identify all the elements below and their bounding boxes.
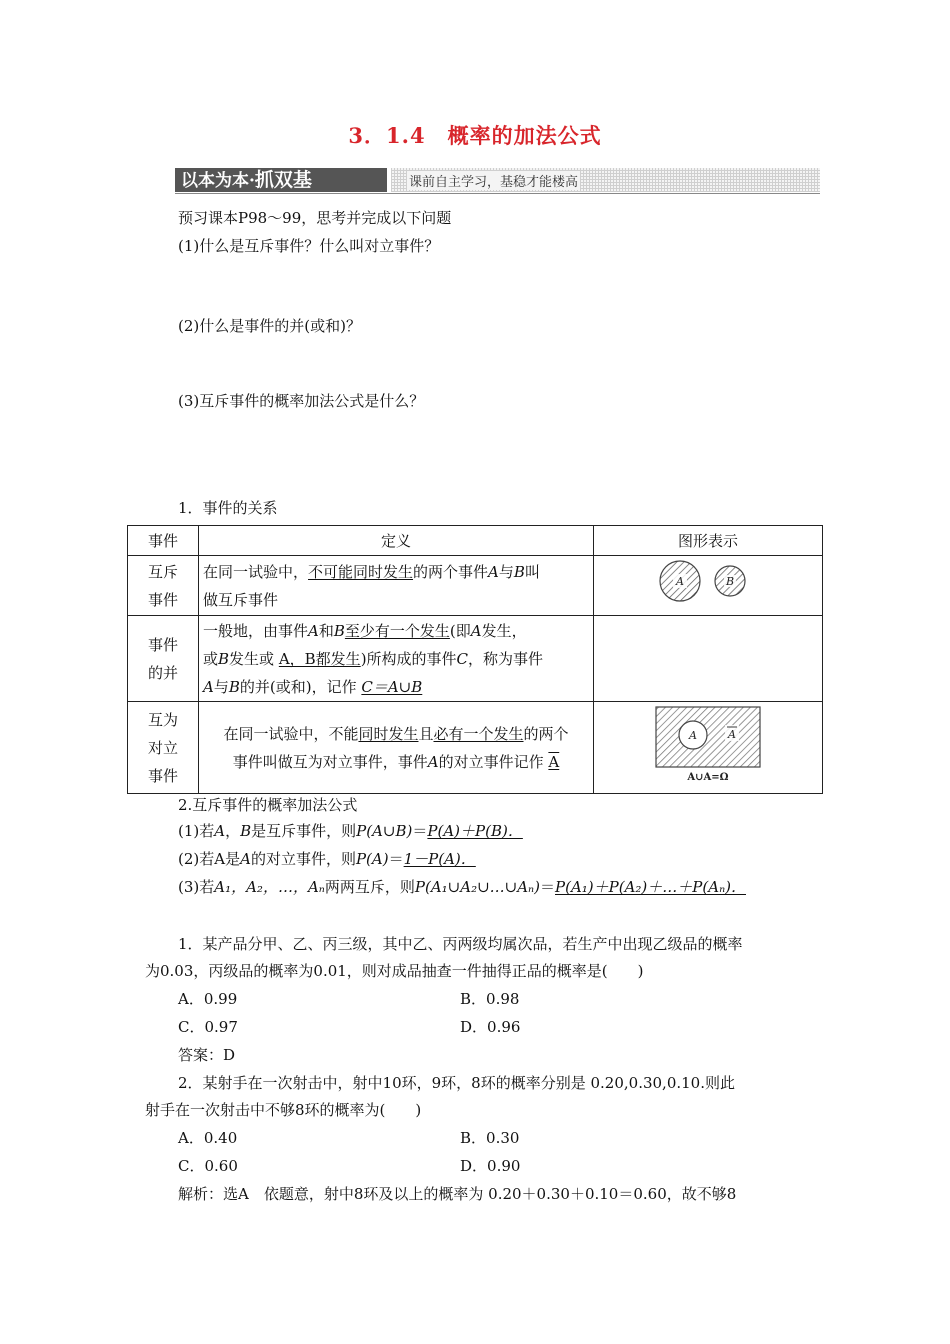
variable: A	[214, 822, 226, 840]
text-run: 的并(或和)，记作	[239, 677, 362, 696]
complement-symbol: A	[548, 752, 560, 771]
text-run: ，称为事件	[468, 649, 544, 668]
text-run: 的两个	[523, 724, 569, 743]
question-1-answer: 答案：D	[178, 1046, 236, 1064]
label-a: A	[676, 575, 684, 588]
question-2-option-c: C．0.60	[178, 1157, 238, 1175]
event-name-line: 的并	[147, 663, 178, 682]
event-name-line: 事件	[147, 635, 178, 654]
text-run: 发生或	[229, 649, 279, 668]
banner-divider	[175, 193, 820, 194]
text-run: 事件叫做互为对立事件，事件	[232, 752, 428, 771]
header-event: 事件	[128, 526, 199, 556]
page-title: 3．1.4 概率的加法公式	[348, 123, 602, 148]
preview-question-3: (3)互斥事件的概率加法公式是什么？	[178, 392, 425, 410]
formula-2	[178, 848, 476, 869]
question-2-analysis: 解析：选A 依题意，射中8环及以上的概率为 0.20＋0.30＋0.10＝0.60，故不够8	[178, 1185, 737, 1203]
header-figure: 图形表示	[594, 526, 823, 556]
event-name-line: 事件	[147, 766, 178, 785]
variable: B	[240, 822, 252, 840]
section-banner	[175, 168, 820, 192]
variable: B	[218, 649, 230, 668]
text-run: 的对立事件记作	[438, 752, 549, 771]
text-run: 发生，	[481, 621, 527, 640]
variable: A	[427, 752, 439, 771]
formula-3	[178, 876, 746, 897]
table-header-row	[128, 526, 823, 556]
text-run: 在同一试验中，不能	[223, 724, 359, 743]
question-1-option-b: B．0.98	[460, 990, 520, 1008]
variable: A	[470, 621, 482, 640]
text-run: 和	[318, 621, 334, 640]
figure-cell	[594, 556, 823, 616]
expression: P(A)	[355, 850, 389, 868]
banner-label-a: 以本为本·	[181, 171, 255, 191]
text-run: (即	[449, 621, 471, 640]
definition-line	[203, 558, 589, 586]
question-1-stem-line-1: 1．某产品分甲、乙、丙三级，其中乙、丙两级均属次品，若生产中出现乙级品的概率	[178, 935, 743, 953]
banner-pattern	[391, 168, 820, 192]
label-a-bar: A	[728, 728, 736, 741]
question-1-option-a: A．0.99	[178, 990, 238, 1008]
event-name-line: 事件	[147, 590, 178, 609]
text-run: 是互斥事件，则	[251, 822, 357, 840]
event-name-line: 互为	[147, 710, 178, 729]
variable: A	[488, 562, 499, 581]
underlined-key-term: 必有一个发生	[433, 724, 524, 743]
text-run: 叫	[524, 562, 540, 581]
formula-1	[178, 820, 523, 841]
header-definition: 定义	[199, 526, 594, 556]
section-2-heading: 2.互斥事件的概率加法公式	[178, 796, 358, 814]
text-run: 的对立事件，则	[250, 850, 356, 868]
underlined-key-term: 至少有一个发生	[344, 621, 450, 640]
question-1-stem-line-2: 为0.03，丙级品的概率为0.01，则对成品抽查一件抽得正品的概率是( )	[145, 962, 644, 980]
text-run: 或	[203, 649, 219, 668]
event-name-line: 对立	[147, 738, 178, 757]
definition-line	[203, 645, 589, 673]
text-run: ＝	[412, 822, 428, 840]
text-run: (1)若	[178, 822, 215, 840]
text-run: ＝	[539, 878, 555, 896]
event-name-cell	[128, 616, 199, 702]
variable: B	[513, 562, 525, 581]
figure-cell-empty	[594, 616, 823, 702]
variable: B	[333, 621, 345, 640]
label-b: B	[725, 575, 735, 588]
text-run: 与	[213, 677, 229, 696]
text-run: 与	[498, 562, 514, 581]
expression: P(A∪B)	[356, 822, 413, 840]
question-2-option-b: B．0.30	[460, 1129, 520, 1147]
event-relation-table	[127, 525, 823, 794]
text-run: 的两个事件	[413, 562, 489, 581]
definition-line	[203, 617, 589, 645]
definition-line	[203, 673, 589, 701]
expression: P(A₁∪A₂∪…∪Aₙ)	[414, 878, 540, 896]
question-1-option-d: D．0.96	[460, 1018, 521, 1036]
variable: A	[240, 850, 251, 868]
question-2-stem-line-2: 射手在一次射击中不够8环的概率为( )	[145, 1101, 422, 1119]
table-row-mutually-exclusive	[128, 556, 823, 616]
table-row-complementary	[128, 702, 823, 794]
underlined-expression: 1－P(A)．	[403, 850, 476, 868]
event-name-line: 互斥	[147, 562, 178, 581]
banner-label	[175, 168, 387, 192]
question-2-option-d: D．0.90	[460, 1157, 521, 1175]
underlined-key-term: 同时发生	[358, 724, 419, 743]
variable: B	[228, 677, 240, 696]
definition-line: 做互斥事件	[203, 590, 279, 609]
figure-cell	[594, 702, 823, 794]
preview-question-2: (2)什么是事件的并(或和)？	[178, 317, 361, 335]
variable: A	[308, 621, 319, 640]
definition-line	[203, 748, 589, 776]
definition-cell	[199, 556, 594, 616]
definition-cell	[199, 702, 594, 794]
text-run: )所构成的事件	[360, 649, 457, 668]
variable: C	[456, 649, 469, 668]
table-row-union	[128, 616, 823, 702]
preview-intro: 预习课本P98～99，思考并完成以下问题	[178, 209, 452, 227]
text-run: ，	[225, 822, 241, 840]
section-1-heading: 1．事件的关系	[178, 499, 278, 517]
definition-cell	[199, 616, 594, 702]
underlined-key-term: 不可能同时发生	[308, 562, 414, 581]
question-2-stem-line-1: 2．某射手在一次射击中，射中10环，9环，8环的概率分别是 0.20,0.30,0.10.则此	[178, 1074, 735, 1092]
text-run: 一般地，由事件	[203, 621, 309, 640]
text-run: (2)若A是	[178, 850, 241, 868]
text-run: 且	[418, 724, 434, 743]
banner-slogan: 课前自主学习，基稳才能楼高	[407, 171, 580, 190]
banner-label-b: 抓双基	[254, 169, 312, 191]
preview-question-1: (1)什么是互斥事件？什么叫对立事件？	[178, 237, 440, 255]
complementary-diagram	[648, 703, 768, 783]
underlined-expression: P(A)＋P(B)．	[427, 822, 523, 840]
universe-rectangle	[656, 707, 760, 767]
definition-line	[203, 720, 589, 748]
question-2-option-a: A．0.40	[178, 1129, 238, 1147]
text-run: (3)若	[178, 878, 215, 896]
mutually-exclusive-diagram	[658, 559, 758, 603]
event-name-cell	[128, 556, 199, 616]
question-1-option-c: C．0.97	[178, 1018, 238, 1036]
underlined-key-term: C＝A∪B	[361, 677, 423, 696]
variable-list: A₁，A₂，…，Aₙ	[214, 878, 325, 896]
text-run: 在同一试验中，	[203, 562, 309, 581]
label-a: A	[689, 729, 697, 742]
event-name-cell	[128, 702, 199, 794]
underlined-key-term: A，B都发生	[278, 649, 361, 668]
text-run: ＝	[388, 850, 404, 868]
underlined-expression: P(A₁)＋P(A₂)＋…＋P(Aₙ)．	[555, 878, 746, 896]
text-run: 两两互斥，则	[324, 878, 415, 896]
diagram-caption: A∪A=Ω	[687, 772, 729, 783]
variable: A	[203, 677, 214, 696]
